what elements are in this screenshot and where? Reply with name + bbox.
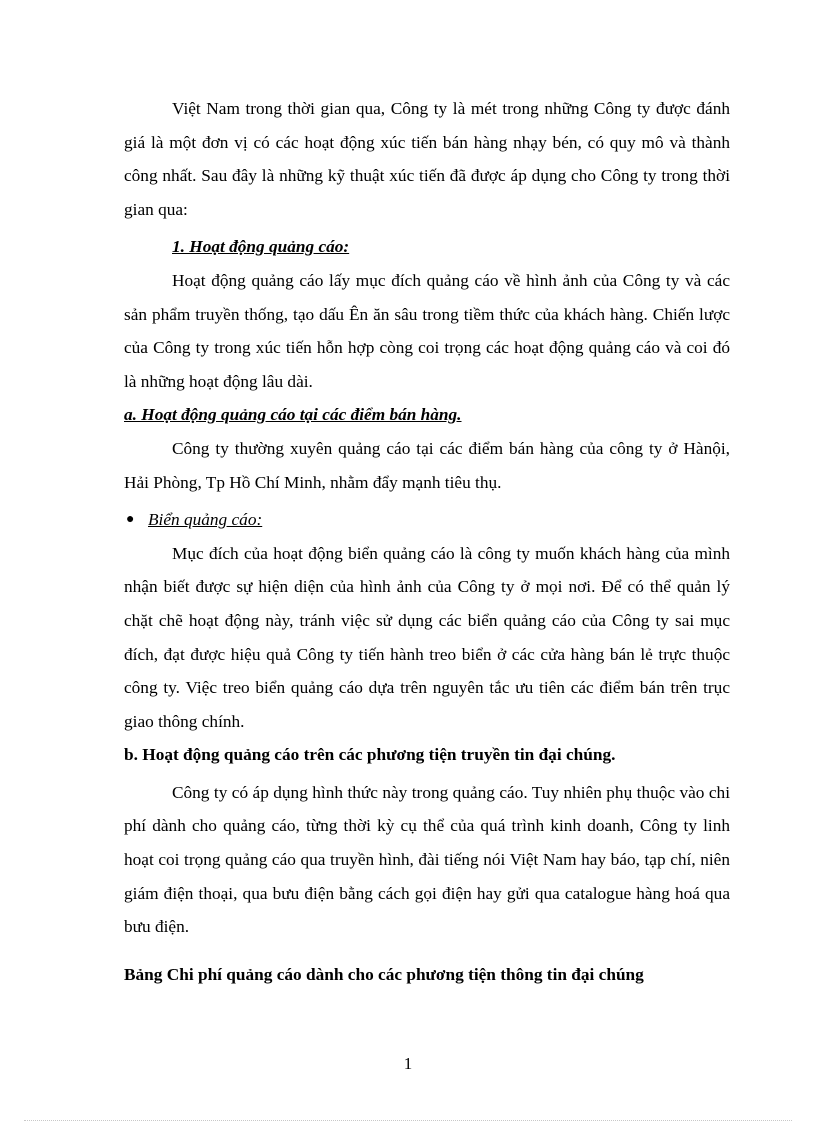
subheading-point-of-sale: a. Hoạt động quảng cáo tại các điểm bán hàng.: [124, 405, 462, 425]
mass-media-paragraph: Công ty có áp dụng hình thức này trong quảng cáo. Tuy nhiên phụ thuộc vào chi phí dành cho quảng cáo, từng thời kỳ cụ thể của quá trình kinh doanh, Công ty linh hoạt coi trọng quảng cáo qua truyền hình, đài tiếng nói Việt Nam hay báo, tạp chí, niên giám điện thoại, qua bưu điện bằng cách gọi điện hay gửi qua catalogue hàng hoá qua bưu điện.: [124, 782, 730, 937]
point-of-sale-paragraph: Công ty thường xuyên quảng cáo tại các điểm bán hàng của công ty ở Hànội, Hải Phòng, Tp Hồ Chí Minh, nhằm đẩy mạnh tiêu thụ.: [124, 438, 730, 492]
page-bottom-divider: [24, 1120, 792, 1121]
document-page: [124, 92, 730, 991]
page-number: 1: [403, 1054, 413, 1073]
bullet-billboard-label: Biển quảng cáo:: [148, 510, 263, 530]
bullet-billboard: [124, 503, 730, 537]
bullet-dot-icon: ●: [126, 512, 135, 528]
billboard-paragraph: Mục đích của hoạt động biển quảng cáo là công ty muốn khách hàng của mình nhận biết được sự hiện diện của hình ảnh của Công ty ở mọi nơi. Để có thể quản lý chặt chẽ hoạt động này, tránh việc sử dụng các biển quảng cáo của Công ty sai mục đích, đạt được hiệu quả Công ty tiến hành treo biển ở các cửa hàng bán lẻ trực thuộc công ty. Việc treo biển quảng cáo dựa trên nguyên tắc ưu tiên các điểm bán trên trục giao thông chính.: [124, 543, 730, 731]
section-heading-advertising: 1. Hoạt động quảng cáo:: [172, 237, 350, 257]
advertising-overview-paragraph: Hoạt động quảng cáo lấy mục đích quảng cáo về hình ảnh của Công ty và các sản phẩm truyền thống, tạo dấu Ên ăn sâu trong tiềm thức của khách hàng. Chiến lược của Công ty trong xúc tiến hỗn hợp còng coi trọng các hoạt động quảng cáo và coi đó là những hoạt động lâu dài.: [124, 270, 730, 391]
subheading-mass-media: b. Hoạt động quảng cáo trên các phương tiện truyền tin đại chúng.: [124, 745, 616, 765]
intro-paragraph: Việt Nam trong thời gian qua, Công ty là mét trong những Công ty được đánh giá là một đơn vị có các hoạt động xúc tiến bán hàng nhạy bén, có quy mô và thành công nhất. Sau đây là những kỹ thuật xúc tiến đã được áp dụng cho Công ty trong thời gian qua:: [124, 99, 730, 219]
table-title: Bảng Chi phí quảng cáo dành cho các phương tiện thông tin đại chúng: [124, 964, 644, 984]
